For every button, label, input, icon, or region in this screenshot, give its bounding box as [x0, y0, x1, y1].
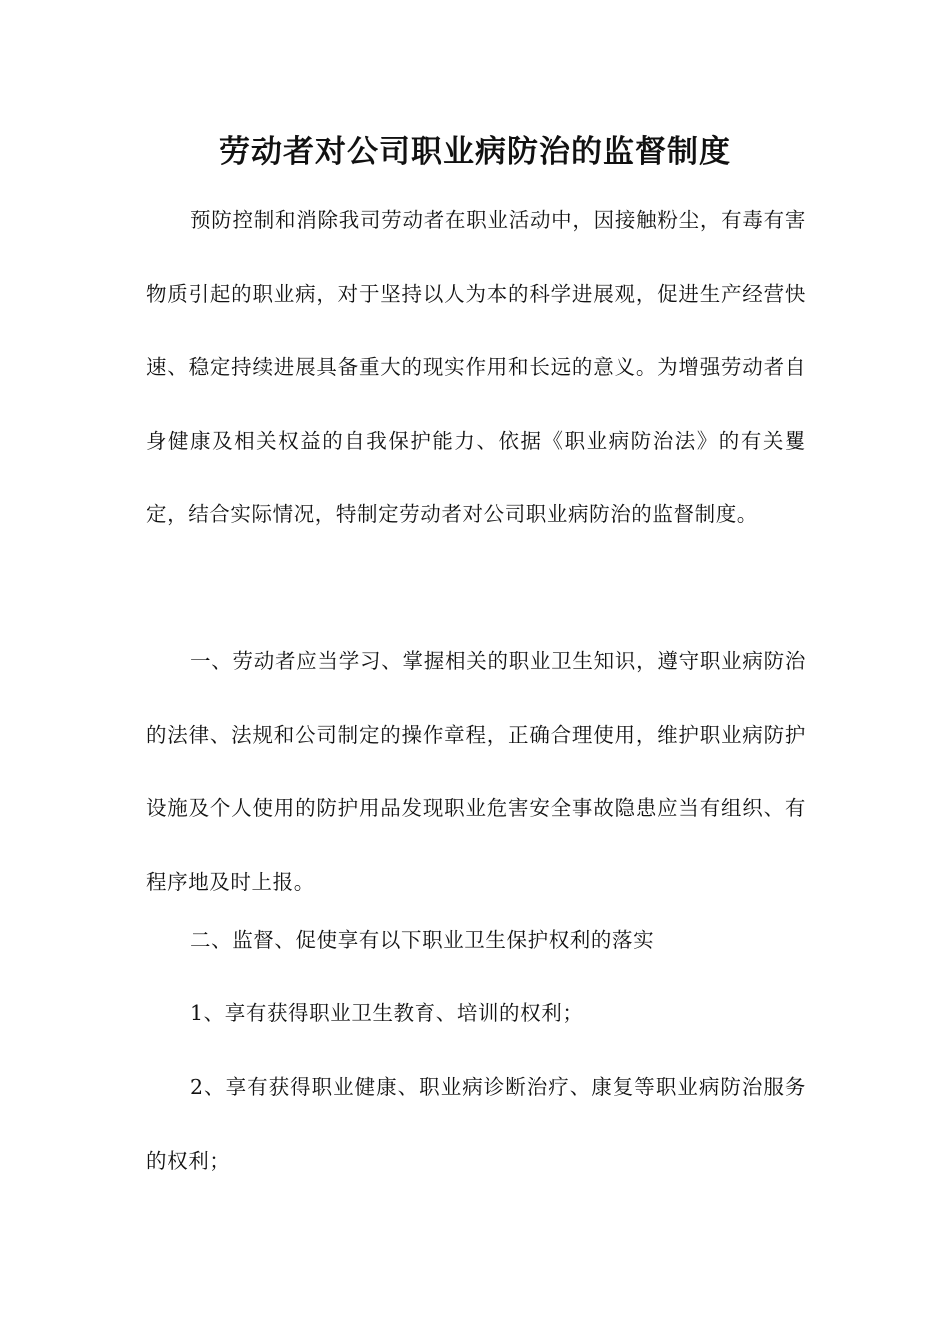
- paragraph-item-2: 2、享有获得职业健康、职业病诊断治疗、康复等职业病防治服务的权利；: [146, 1075, 806, 1173]
- document-title: 劳动者对公司职业病防治的监督制度: [219, 134, 731, 170]
- paragraph-section-2-heading: 二、监督、促使享有以下职业卫生保护权利的落实: [190, 928, 655, 952]
- paragraph-intro: 预防控制和消除我司劳动者在职业活动中，因接触粉尘，有毒有害物质引起的职业病，对于坚持以人为本的科学进展观，促进生产经营快速、稳定持续进展具备重大的现实作用和长远的意义。为增强劳动者自身健康及相关权益的自我保护能力、依据《职业病防治法》的有关矍定，结合实际情况，特制定劳动者对公司职业病防治的监督制度。: [146, 208, 806, 526]
- paragraph-section-1: 一、劳动者应当学习、掌握相关的职业卫生知识，遵守职业病防治的法律、法规和公司制定的操作章程，正确合理使用，维护职业病防护设施及个人使用的防护用品发现职业危害安全事故隐患应当有组织、有程序地及时上报。: [146, 649, 806, 894]
- paragraph-item-1: 1、享有获得职业卫生教育、培训的权利；: [190, 1001, 584, 1025]
